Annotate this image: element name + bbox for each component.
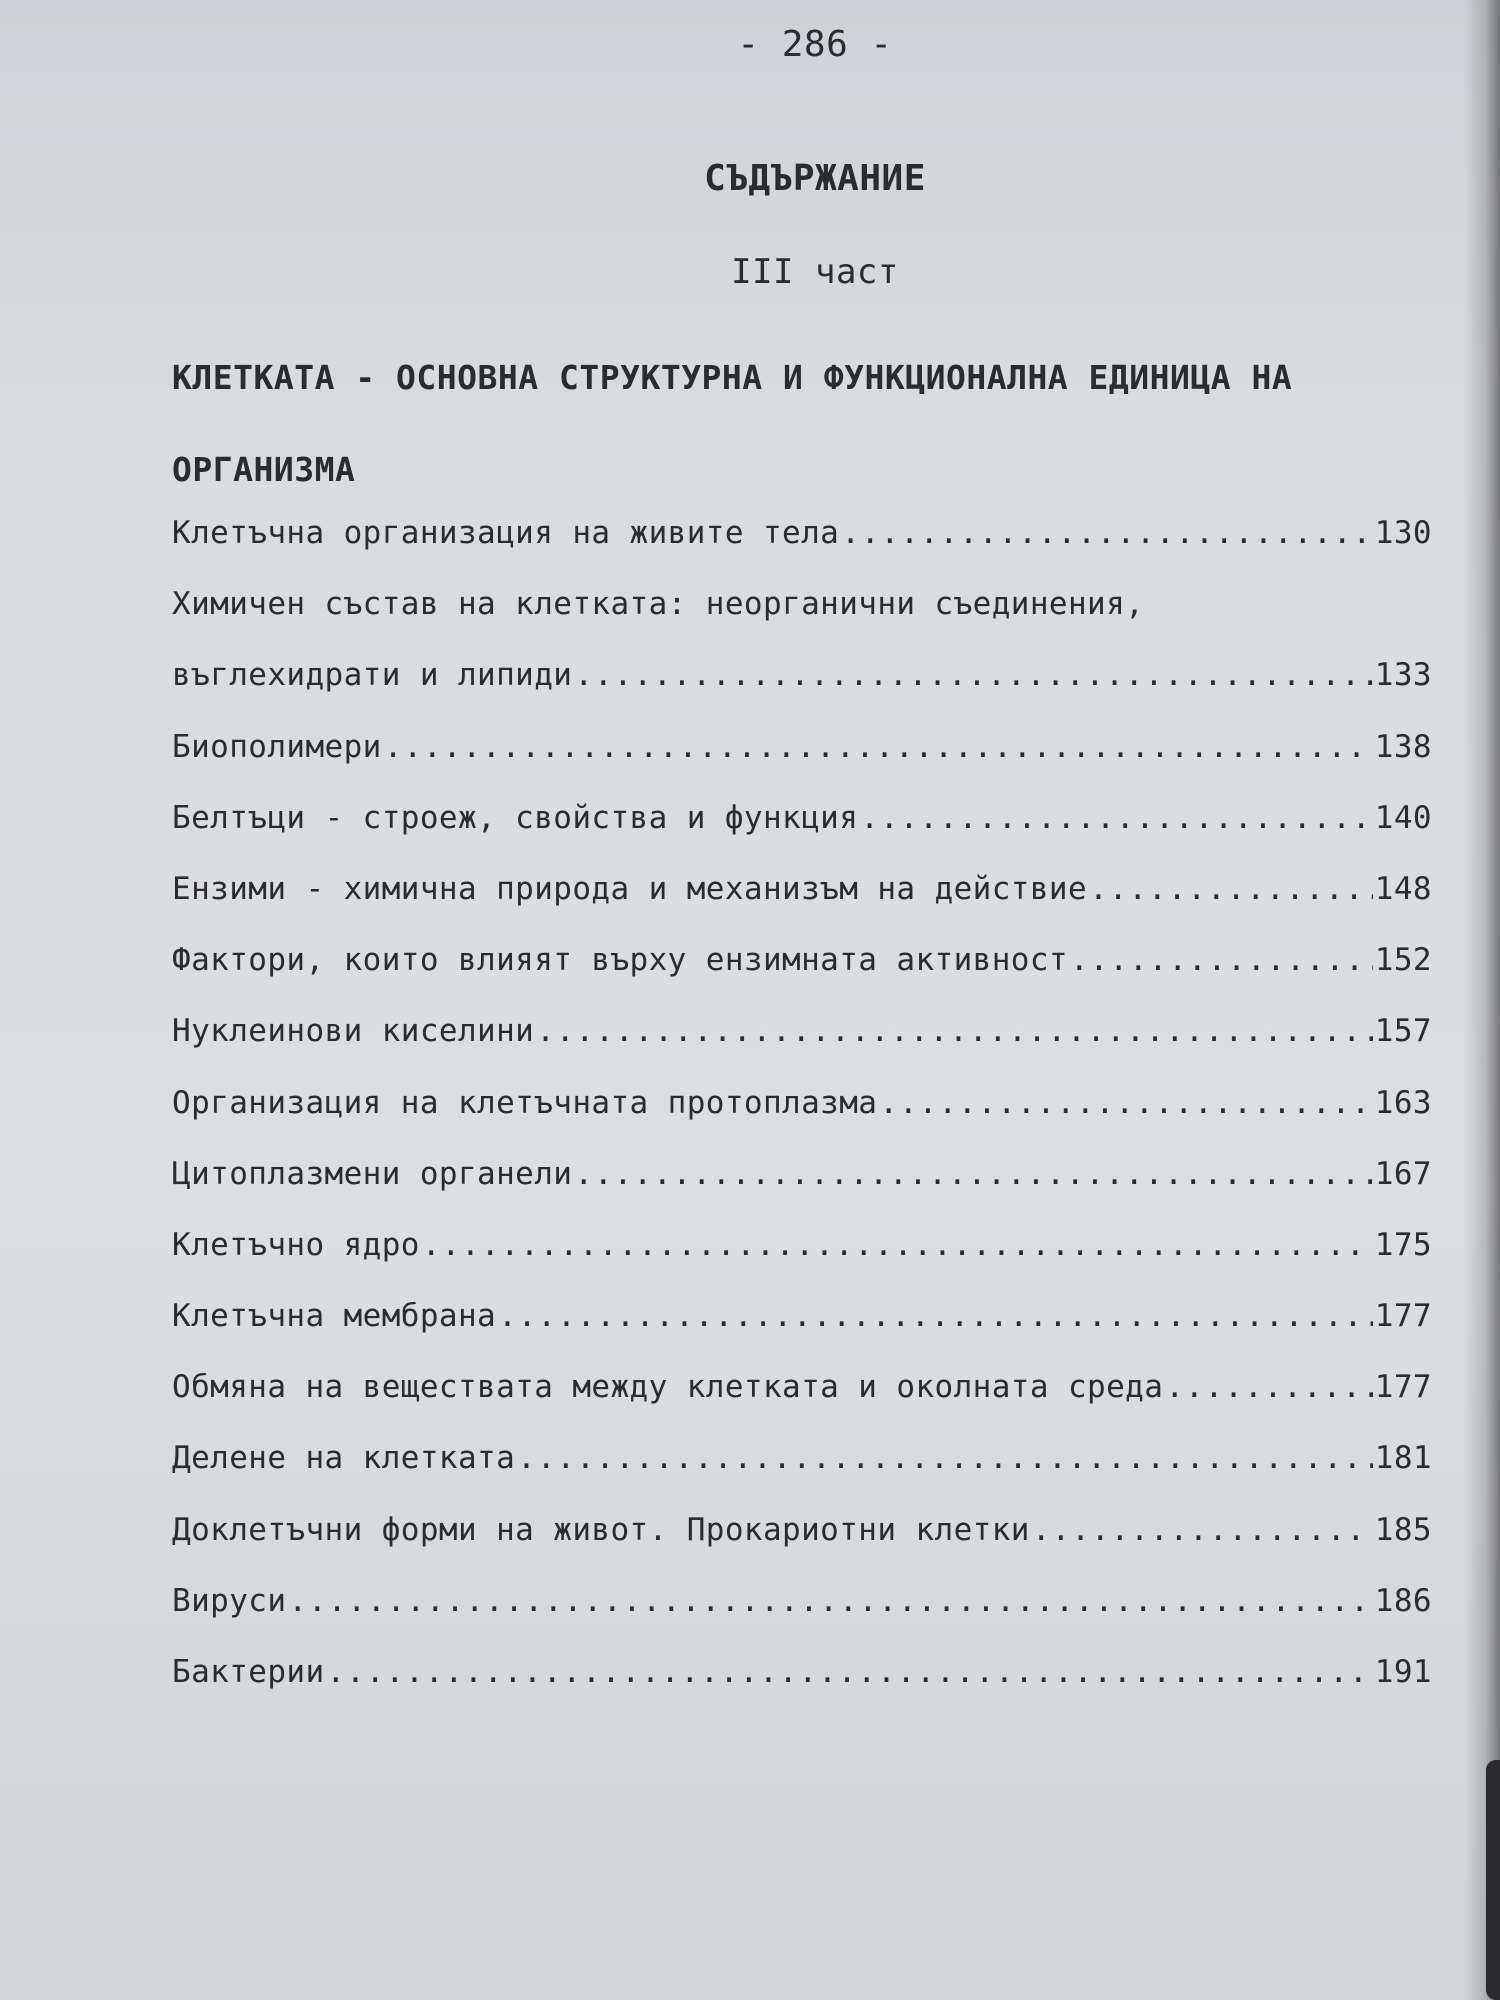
toc-entry-title: Клетъчна мембрана <box>172 1298 497 1335</box>
toc-entry-title: Химичен състав на клетката: неорганични съединения, <box>172 586 1145 623</box>
dot-leader <box>536 1013 1373 1049</box>
toc-entry <box>172 1440 1432 1511</box>
toc-entry-page: 133 <box>1374 657 1432 694</box>
dot-leader <box>1089 871 1373 907</box>
toc-entry-title: Ензими - химична природа и механизъм на действие <box>172 870 1088 907</box>
toc-entry-page: 148 <box>1374 870 1432 907</box>
toc-entry <box>172 871 1432 942</box>
toc-entry-page: 181 <box>1374 1440 1432 1477</box>
toc-entry-title: Фактори, които влияят върху ензимната активност <box>172 942 1068 979</box>
toc-entry-title: въглехидрати и липиди <box>172 657 573 694</box>
toc-entry-title: Доклетъчни форми на живот. Прокариотни клетки <box>172 1511 1030 1548</box>
contents-heading: СЪДЪРЖАНИЕ <box>704 158 926 199</box>
toc-entry <box>172 1583 1432 1654</box>
toc-entry-title: Клетъчно ядро <box>172 1226 420 1263</box>
dot-leader <box>384 729 1373 765</box>
toc-entry-title: Цитоплазмени органели <box>172 1155 573 1192</box>
toc-entry-page: 175 <box>1374 1226 1432 1263</box>
toc-entry-title: Биополимери <box>172 728 382 765</box>
part-label: III част <box>731 252 899 292</box>
toc-entry <box>172 1512 1432 1583</box>
section-title-line-1: КЛЕТКАТА - ОСНОВНА СТРУКТУРНА И ФУНКЦИОНАЛНА ЕДИНИЦА НА <box>172 358 1293 397</box>
table-of-contents <box>172 515 1432 1725</box>
toc-entry <box>172 1013 1432 1084</box>
toc-entry <box>172 1227 1432 1298</box>
toc-entry-page: 177 <box>1374 1298 1432 1335</box>
dot-leader <box>1165 1369 1372 1405</box>
toc-entry-page: 186 <box>1374 1582 1432 1619</box>
toc-entry <box>172 942 1432 1013</box>
toc-entry-page: 130 <box>1374 515 1432 551</box>
toc-entry <box>172 657 1432 728</box>
toc-entry-page: 157 <box>1374 1013 1432 1050</box>
toc-entry <box>172 800 1432 871</box>
toc-entry <box>172 1156 1432 1227</box>
dot-leader <box>327 1654 1373 1690</box>
toc-entry-title: Бактерии <box>172 1654 325 1690</box>
toc-entry-page: 177 <box>1374 1369 1432 1406</box>
section-title-line-2: ОРГАНИЗМА <box>172 450 356 489</box>
toc-entry <box>172 1369 1432 1440</box>
dot-leader <box>574 1156 1372 1192</box>
dot-leader <box>288 1583 1372 1619</box>
toc-entry-page: 152 <box>1374 942 1432 979</box>
toc-entry-title: Организация на клетъчната протоплазма <box>172 1084 878 1121</box>
toc-entry-title: Нуклеинови киселини <box>172 1013 535 1050</box>
toc-entry-page: 140 <box>1374 799 1432 836</box>
toc-entry-page: 138 <box>1374 728 1432 765</box>
toc-entry-title: Вируси <box>172 1582 287 1619</box>
dot-leader <box>879 1085 1372 1121</box>
dot-leader <box>574 657 1372 693</box>
dot-leader <box>1070 942 1373 978</box>
toc-entry-page: 185 <box>1374 1511 1432 1548</box>
toc-entry-title: Делене на клетката <box>172 1440 516 1477</box>
dot-leader <box>860 800 1373 836</box>
toc-entry-title: Клетъчна организация на живите тела <box>172 515 840 551</box>
dot-leader <box>498 1298 1373 1334</box>
toc-entry-title: Обмяна на веществата между клетката и околната среда <box>172 1369 1164 1406</box>
toc-entry <box>172 586 1432 657</box>
toc-entry-title: Белтъци - строеж, свойства и функция <box>172 799 859 836</box>
page-number: - 286 - <box>737 24 893 65</box>
toc-entry <box>172 1298 1432 1369</box>
toc-entry-page: 191 <box>1374 1654 1432 1690</box>
toc-entry-page: 167 <box>1374 1155 1432 1192</box>
binding-edge <box>1486 1760 1500 2000</box>
dot-leader <box>517 1440 1373 1476</box>
dot-leader <box>841 515 1373 551</box>
dot-leader <box>1032 1512 1373 1548</box>
toc-entry <box>172 515 1432 586</box>
toc-entry <box>172 729 1432 800</box>
page-edge-shadow <box>1464 0 1500 2000</box>
toc-entry-page: 163 <box>1374 1084 1432 1121</box>
toc-entry <box>172 1654 1432 1725</box>
toc-entry <box>172 1085 1432 1156</box>
dot-leader <box>422 1227 1373 1263</box>
